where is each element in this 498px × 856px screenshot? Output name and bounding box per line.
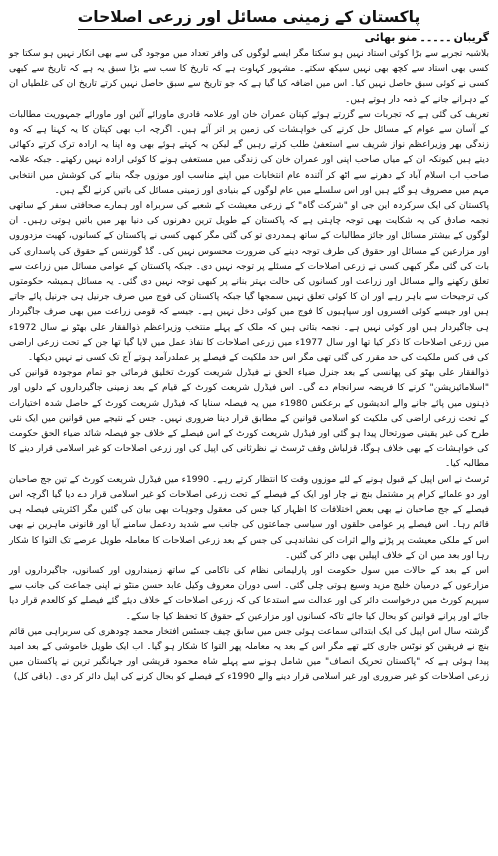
article-paragraph: ٹرسٹ نے اس اپیل کے قبول ہونے کے لئے موزوں وقت کا انتظار کرتے رہے۔ 1990ء میں فیڈرل شریعت کورٹ کے تین جج صاحبان اور دو علمائے کرام پر مشتمل بنچ نے چار اور ایک کے فیصلے کے تحت زرعی اصلاحات کو غیر اسلامی قرار دے دیا گیا اگرچہ اس فیصلے کے جج صاحبان نے بھی بعض اختلافات کا اظہار کیا جس کی معقول وجوہات بھی بیان کی گئیں مگر اکثریتی فیصلہ ہی قائم رہا۔ اس فیصلے پر عوامی حلقوں اور سیاسی جماعتوں کی جانب سے شدید ردعمل سامنے آیا اور قانونی ماہرین نے بھی اس کے ملکی معیشت پر پڑنے والے اثرات کی نشاندہی کی جس کے بعد زرعی اصلاحات کا معاملہ طویل عرصے تک التوا کا شکار رہا اور بعد میں ان کے خلاف اپیلیں بھی دائر کی گئیں۔ xyxy=(9,474,489,561)
column-name: گریبان xyxy=(453,31,489,44)
article-paragraph: گزشتہ سال اس اپیل کی ایک ابتدائی سماعت ہوئی جس میں سابق چیف جسٹس افتخار محمد چودھری کی سربراہی میں قائم بنچ نے فریقین کو نوٹس جاری کئے تھے مگر اس کے بعد یہ معاملہ پھر التوا کا شکار ہو گیا۔ اب ایک طویل خاموشی کے بعد امید پیدا ہوئی ہے کہ "پاکستان تحریک انصاف" میں شامل ہونے سے پہلے شاہ محمود قریشی اور جہانگیر ترین نے پاکستان میں زرعی اصلاحات کو غیر ضروری اور غیر اسلامی قرار دینے والے 1990ء کے فیصلے کو بحال کرنے کی اپیل دائر کر دی۔ (باقی کل) xyxy=(9,626,489,683)
article-body xyxy=(9,47,489,686)
article-paragraph: تعریف کی گئی ہے کہ تجربات سے گزرتے ہوئے کپتان عمران خان اور علامہ قادری ماورائے آئین اور ماورائے جمہوریت مطالبات کے آسان سے عوام کے مسائل حل کرنے کی خواہشات کی زمین پر اتر آئے ہیں۔ اگرچہ اب بھی کپتان کا یہ کہنا ہے کہ وہ زندگی بھر وزیراعظم نواز شریف سے استعفیٰ طلب کرتے رہیں گے لیکن یہ کہتے ہوئے بھی وہ اپنا یہ ارادہ ترک کرتے دکھائی دیتے ہیں کیونکہ ان کے میاں صاحب اپنی اور عمران خان کی زندگی میں مستعفی ہونے کا کوئی ارادہ نہیں رکھتے۔ جبکہ علامہ صاحب اب اسلام آباد کے دھرنے سے اٹھ کر آئندہ عام انتخابات میں اپنے مناسب اور موزوں جگہ بنانے کی کوشش میں انتخابی مہم میں مصروف ہو گئے ہیں اور اس سلسلے میں عام لوگوں کے بنیادی اور زمینی مسائل کی باتیں کرنے لگے ہیں۔ xyxy=(9,109,489,196)
article-paragraph: پاکستان کی ایک سرکردہ این جی او "شرکت گاہ" کے زرعی معیشت کے شعبے کی سربراہ اور ہمارے صحافتی سفر کے ساتھی نجمہ صادق کی یہ شکایت بھی توجہ چاہتی ہے کہ پاکستان کے طویل ترین دھرنوں کی دنیا بھر میں باتیں ہوتی رہیں۔ ان لوگوں کے بیشتر مسائل اور جائز مطالبات کے ساتھ ہمدردی تو کی گئی مگر کبھی کسی نے پاکستان کے کسانوں، کھیت مزدوروں اور مزارعین کے مسائل اور حقوق کی طرف توجہ دینے کی ضرورت محسوس نہیں کی۔ گڈ گورننس کے حقوق کی پاسداری کی بات کی گئی مگر کبھی کسی نے زرعی اصلاحات کے مسئلے پر توجہ نہیں دی۔ جبکہ پاکستان کے عوامی مسائل میں زراعت سے تعلق رکھنے والے مسائل اور زراعت اور کسانوں کی حالت بہتر بنانے پر کبھی توجہ نہیں دی گئی۔ یہ مسائل ہمیشہ حکومتوں کی ترجیحات سے باہر رہے اور ان کا کوئی تعلق نہیں سمجھا گیا جبکہ پاکستان کی فوج میں صرف جرنیل ہی جرنیل پائے جاتے ہیں اور جیسے کوئی افسروں اور سپاہیوں کا فوج میں کوئی دخل نہیں ہے۔ جیسے کہ قومی زراعت میں بھی صرف جاگیردار ہی جاگیردار ہیں اور کوئی نہیں ہے۔ نجمہ بتاتی ہیں کہ ملک کے پہلے منتخب وزیراعظم ذوالفقار علی بھٹو نے سال 1972ء میں زرعی اصلاحات کا ذکر کیا تھا اور سال 1977ء میں زرعی اصلاحات کا نفاذ عمل میں لایا گیا تھا جن کے تحت زرعی اراضی کی فی کس ملکیت کی حد مقرر کی گئی تھی مگر اس حد ملکیت کے فیصلے پر عملدرآمد ہوتے آج تک کسی نے نہیں دیکھا۔ xyxy=(9,201,489,364)
article-title xyxy=(9,6,489,30)
article-paragraph: بلاشبہ تجربے سے بڑا کوئی استاد نہیں ہو سکتا مگر ایسے لوگوں کی وافر تعداد میں موجود گی سے بھی انکار نہیں ہو سکتا جو کسی بھی استاد سے کچھ بھی نہیں سیکھ سکتے۔ مشہور کہاوت ہے کہ تاریخ کا سب سے بڑا سبق یہ ہے کہ تاریخ سے کبھی کسی نے کوئی سبق حاصل نہیں کیا۔ اس میں اضافہ کیا گیا ہے کہ جو تاریخ سے سبق حاصل نہیں کرتے تاریخ ان کی غلطیاں ان کے دہرانے جانے کے ذمہ دار ہوتے ہیں۔ xyxy=(9,49,489,105)
article-title-text: پاکستان کے زمینی مسائل اور زرعی اصلاحات xyxy=(78,6,421,30)
article-paragraph: ذوالفقار علی بھٹو کی پھانسی کے بعد جنرل ضیاء الحق نے فیڈرل شریعت کورٹ تخلیق فرمائی جو تمام موجودہ قوانین کی "اسلامائیزیشن" کرنے کا فریضہ سرانجام دے گی۔ اس فیڈرل شریعت کورٹ کے قیام کے بعد زمینی جاگیرداروں کے دلوں اور ذہنوں میں پائے جانے والے اندیشوں کے برعکس 1980ء میں یہ فیصلہ سنایا کہ فیڈرل شریعت کورٹ کے حاصل شدہ اختیارات کے تحت زرعی اراضی کی ملکیت کو اسلامی قوانین کے مطابق قرار دینا ضروری نہیں۔ جس کے نتیجے میں قوانین میں ایک نئی طرح کی غیر یقینی صورتحال پیدا ہو گئی اور فیڈرل شریعت کورٹ کے اس فیصلے کے خلاف جو فیصلہ شائد ضیاء الحق حکومت کی خواہشات کے بھی خلاف ہوگا، قزلباش وقف ٹرسٹ نے نظرثانی کی اپیل کی اور زرعی اصلاحات کو غیر اسلامی قرار دینے کا مطالبہ کیا۔ xyxy=(9,368,489,470)
author-name: منو بھائی xyxy=(364,31,418,44)
byline xyxy=(9,31,489,45)
article-paragraph: اس کے بعد کے حالات میں سول حکومت اور پارلیمانی نظام کی ناکامی کے ساتھ زمینداروں اور کسانوں، جاگیرداروں اور مزارعوں کے درمیان خلیج مزید وسیع ہوتی چلی گئی۔ اسی دوران معروف وکیل عابد حسن منٹو نے اپنی جماعت کی جانب سے سپریم کورٹ میں درخواست دائر کی اور عدالت سے استدعا کی کہ زرعی اصلاحات کے خلاف دیئے گئے فیصلے کو کالعدم قرار دیا جائے اور پرانے قوانین کو بحال کیا جائے تاکہ کسانوں اور مزارعین کے حقوق کا تحفظ کیا جا سکے۔ xyxy=(9,565,489,622)
byline-separator: ۔۔۔۔۔ xyxy=(419,31,452,44)
